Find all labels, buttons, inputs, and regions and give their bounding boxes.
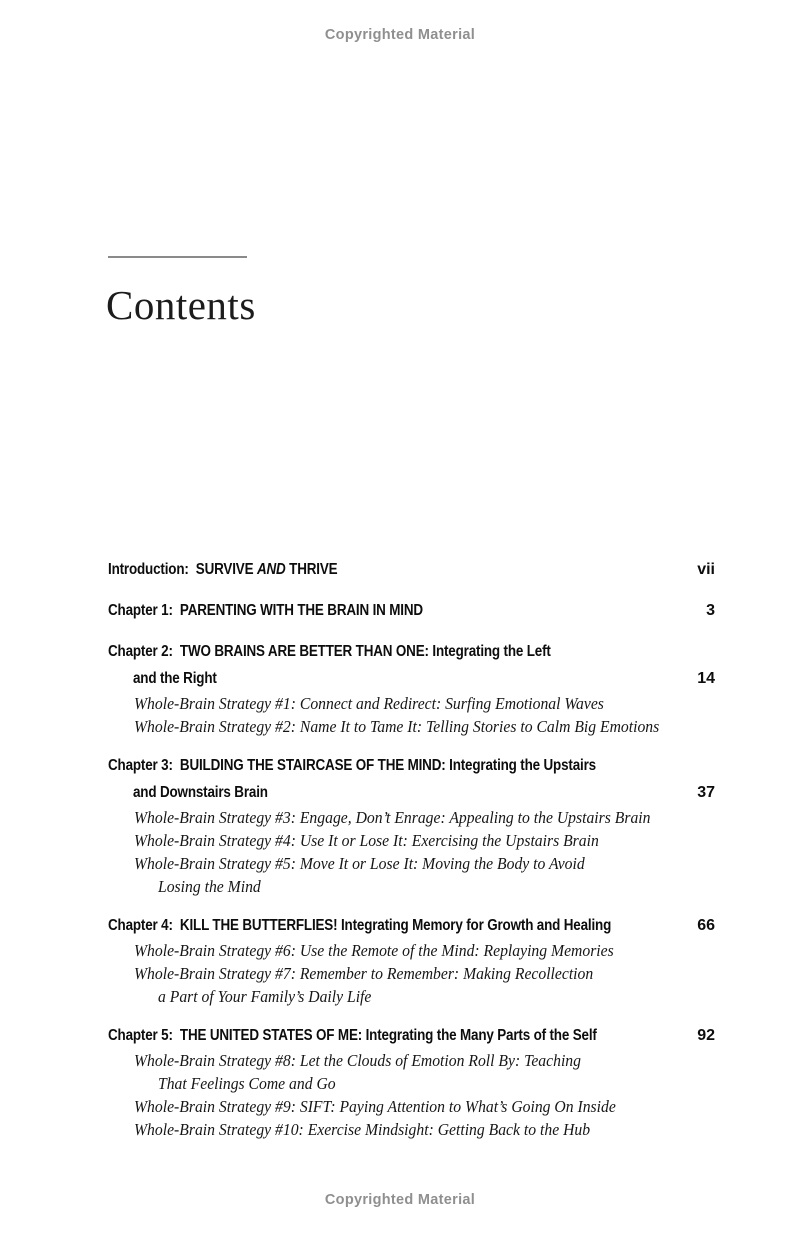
chapter-title-line xyxy=(108,597,715,624)
strategy-line: Whole-Brain Strategy #1: Connect and Redirect: Surfing Emotional Waves xyxy=(134,694,604,713)
chapter-title-line xyxy=(108,752,715,779)
page-number: vii xyxy=(697,561,715,578)
chapter-title-text: Chapter 4: KILL THE BUTTERFLIES! Integrating Memory for Growth and Healing xyxy=(108,917,612,934)
page-number: 37 xyxy=(697,784,715,801)
table-of-contents xyxy=(108,556,715,1155)
page-title: Contents xyxy=(106,282,256,328)
chapter-title-line xyxy=(108,556,715,583)
chapter-title-text: Chapter 1: PARENTING WITH THE BRAIN IN MIND xyxy=(108,602,423,619)
strategy-line: Whole-Brain Strategy #5: Move It or Lose It: Moving the Body to Avoid xyxy=(134,854,585,873)
strategy-line: Whole-Brain Strategy #4: Use It or Lose It: Exercising the Upstairs Brain xyxy=(134,831,599,850)
chapter-title-text: Introduction: SURVIVE AND THRIVE xyxy=(108,561,338,578)
chapter-title-line xyxy=(108,779,715,806)
page-number: 66 xyxy=(697,917,715,934)
strategy-line: Whole-Brain Strategy #2: Name It to Tame It: Telling Stories to Calm Big Emotions xyxy=(134,717,660,736)
chapter-title-line xyxy=(108,665,715,692)
strategy-line: Losing the Mind xyxy=(158,877,261,896)
toc-entry xyxy=(108,1022,715,1141)
chapter-title-text: and Downstairs Brain xyxy=(133,784,268,801)
page-number: 3 xyxy=(706,602,715,619)
chapter-title-line xyxy=(108,638,715,665)
toc-entry xyxy=(108,912,715,1008)
page-number: 14 xyxy=(697,670,715,687)
strategy-line: That Feelings Come and Go xyxy=(158,1074,336,1093)
chapter-title-line xyxy=(108,1022,715,1049)
copyright-watermark-bottom: Copyrighted Material xyxy=(324,1192,476,1208)
chapter-title-text: Chapter 3: BUILDING THE STAIRCASE OF THE MIND: Integrating the Upstairs xyxy=(108,757,596,774)
toc-entry xyxy=(108,597,715,624)
strategy-line: Whole-Brain Strategy #6: Use the Remote of the Mind: Replaying Memories xyxy=(134,941,614,960)
strategy-line: Whole-Brain Strategy #10: Exercise Mindsight: Getting Back to the Hub xyxy=(134,1120,591,1139)
copyright-watermark-top: Copyrighted Material xyxy=(324,27,476,43)
strategy-line: Whole-Brain Strategy #9: SIFT: Paying Attention to What’s Going On Inside xyxy=(134,1097,616,1116)
page-number: 92 xyxy=(697,1027,715,1044)
chapter-title-text: Chapter 2: TWO BRAINS ARE BETTER THAN ONE: Integrating the Left xyxy=(108,643,551,660)
chapter-title-line xyxy=(108,912,715,939)
toc-entry xyxy=(108,638,715,738)
chapter-title-text: and the Right xyxy=(133,670,217,687)
strategy-line: a Part of Your Family’s Daily Life xyxy=(158,987,372,1006)
toc-entry xyxy=(108,752,715,898)
strategy-line: Whole-Brain Strategy #7: Remember to Remember: Making Recollection xyxy=(134,964,594,983)
title-rule xyxy=(108,256,247,258)
chapter-title-text: Chapter 5: THE UNITED STATES OF ME: Integrating the Many Parts of the Self xyxy=(108,1027,597,1044)
strategy-line: Whole-Brain Strategy #3: Engage, Don’t Enrage: Appealing to the Upstairs Brain xyxy=(134,808,651,827)
toc-entry xyxy=(108,556,715,583)
strategy-line: Whole-Brain Strategy #8: Let the Clouds of Emotion Roll By: Teaching xyxy=(134,1051,581,1070)
